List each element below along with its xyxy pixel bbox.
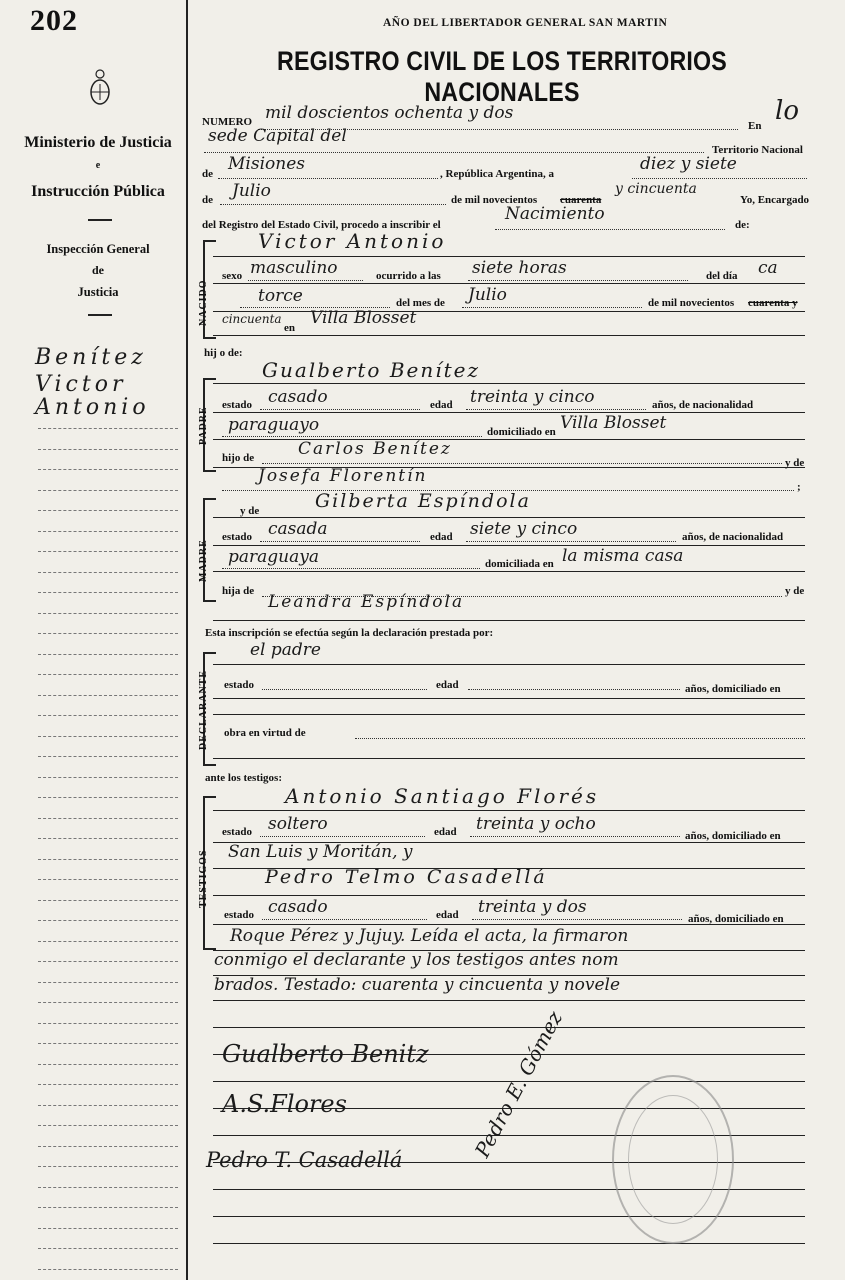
margin-rule <box>38 551 178 552</box>
rule <box>495 229 725 230</box>
rule <box>213 335 805 336</box>
signature-father: Gualberto Benitz <box>222 1040 429 1068</box>
madre-nacionalidad-label: años, de nacionalidad <box>682 531 784 543</box>
margin-rule <box>38 531 178 532</box>
rule <box>262 596 782 597</box>
margin-rule <box>38 1105 178 1106</box>
testigos-intro-label: ante los testigos: <box>205 772 282 784</box>
rule <box>213 571 805 572</box>
margin-rule <box>38 1146 178 1147</box>
nacido-name-value: Victor Antonio <box>258 229 447 253</box>
t2-estado-value: casado <box>268 897 328 917</box>
rule <box>213 895 805 896</box>
rule <box>213 664 805 665</box>
signature-rule <box>213 1000 805 1001</box>
signature-rule <box>213 1027 805 1028</box>
margin-rule <box>38 654 178 655</box>
rule <box>213 311 805 312</box>
de3-label: de: <box>735 219 750 231</box>
margin-rule <box>38 695 178 696</box>
margin-rule <box>38 572 178 573</box>
year-printed-struck: cuarenta <box>560 194 602 206</box>
padre-domicilio-label: domiciliado en <box>487 426 556 438</box>
declarante-section-label: DECLARANTE <box>198 669 209 750</box>
rule <box>260 409 420 410</box>
sexo-label: sexo <box>222 270 243 282</box>
padre-estado-label: estado <box>222 399 252 411</box>
declarante-name-value: el padre <box>250 640 321 660</box>
margin-rule <box>38 490 178 491</box>
numero-value: mil doscientos ochenta y dos <box>265 103 514 123</box>
madre-name-value: Gilberta Espíndola <box>315 490 531 512</box>
numero-label: NUMERO <box>202 116 253 128</box>
nacido-year-label: de mil novecientos <box>648 297 735 309</box>
document-title: REGISTRO CIVIL DE LOS TERRITORIOS NACIONALES <box>277 46 727 107</box>
margin-rule <box>38 1228 178 1229</box>
signature-witness-2: Pedro T. Casadellá <box>206 1148 403 1172</box>
margin-rule <box>38 449 178 450</box>
rule <box>213 256 805 257</box>
rule <box>218 178 438 179</box>
padre-semicolon: ; <box>797 481 801 493</box>
padre-section-label: PADRE <box>198 406 209 445</box>
padre-edad-value: treinta y cinco <box>470 387 595 407</box>
t2-estado-label: estado <box>224 909 254 921</box>
inspection-line-3: Justicia <box>77 285 119 299</box>
madre-madre-value: Leandra Espíndola <box>268 592 465 612</box>
rule <box>213 810 805 811</box>
official-stamp <box>612 1075 734 1244</box>
rule <box>220 204 446 205</box>
margin-rule <box>38 818 178 819</box>
rule <box>632 178 807 179</box>
margin-rule <box>38 1023 178 1024</box>
territorio-label: Territorio Nacional <box>712 144 803 156</box>
margin-rule <box>38 1269 178 1270</box>
republica-label: , República Argentina, a <box>440 168 554 180</box>
nacido-en-label: en <box>284 322 295 334</box>
padre-padre-value: Carlos Benítez <box>298 439 452 459</box>
nacido-year-value: cincuenta <box>222 312 282 326</box>
obra-label: obra en virtud de <box>224 727 306 739</box>
margin-rule <box>38 674 178 675</box>
declarante-edad-label: edad <box>436 679 459 691</box>
margin-given-name-2: Antonio <box>35 395 150 420</box>
rule <box>222 436 482 437</box>
rule <box>213 383 805 384</box>
de2-label: de <box>202 194 213 206</box>
rule <box>472 919 682 920</box>
padre-nacionalidad-label: años, de nacionalidad <box>652 399 754 411</box>
margin-rule <box>38 510 178 511</box>
madre-yde2-label: y de <box>785 585 805 597</box>
rule <box>213 758 805 759</box>
declarante-domicilio-label: años, domiciliado en <box>685 683 781 695</box>
t1-domicilio-label: años, domiciliado en <box>685 830 781 842</box>
margin-rule <box>38 920 178 921</box>
madre-edad-value: siete y cinco <box>470 519 578 539</box>
margin-rule <box>38 1187 178 1188</box>
t2-edad-value: treinta y dos <box>478 897 587 917</box>
rule <box>355 738 805 739</box>
lugar-value: Villa Blosset <box>310 308 417 328</box>
margin-rule <box>38 633 178 634</box>
closing-line-3: brados. Testado: cuarenta y cincuenta y novele <box>214 975 621 995</box>
margin-rule <box>38 1064 178 1065</box>
padre-madre-value: Josefa Florentín <box>258 466 428 486</box>
margin-rule <box>38 1043 178 1044</box>
rule <box>213 283 805 284</box>
t2-domicilio-value: Roque Pérez y Jujuy. Leída el acta, la firmaron <box>230 926 629 946</box>
closing-line-2: conmigo el declarante y los testigos antes nom <box>214 950 619 970</box>
margin-rule <box>38 797 178 798</box>
madre-section-label: MADRE <box>198 539 209 582</box>
rule <box>466 409 646 410</box>
margin-rule <box>38 961 178 962</box>
rule <box>262 689 427 690</box>
rule <box>213 620 805 621</box>
padre-hijo-label: hijo de <box>222 452 255 464</box>
rule <box>466 541 676 542</box>
margin-divider <box>186 0 188 1280</box>
declaracion-label: Esta inscripción se efectúa según la declaración prestada por: <box>205 627 494 639</box>
month-value: Julio <box>232 181 271 201</box>
margin-rule <box>38 469 178 470</box>
margin-rule <box>38 428 178 429</box>
margin-rule <box>38 1084 178 1085</box>
date-day-value: diez y siete <box>640 154 737 174</box>
t1-domicilio-value: San Luis y Moritán, y <box>228 842 413 862</box>
madre-hija-label: hija de <box>222 585 255 597</box>
dia-prefix: ca <box>758 258 778 278</box>
divider-bar <box>88 219 112 221</box>
margin-rule <box>38 1248 178 1249</box>
rule <box>213 924 805 925</box>
dia-label: del día <box>706 270 738 282</box>
padre-yde-label: y de <box>785 457 805 469</box>
rule <box>248 280 363 281</box>
madre-edad-label: edad <box>430 531 453 543</box>
declarante-estado-label: estado <box>224 679 254 691</box>
margin-rule <box>38 756 178 757</box>
margin-rule <box>38 777 178 778</box>
encargado-label: Yo, Encargado <box>740 194 810 206</box>
sexo-value: masculino <box>250 258 338 278</box>
divider-bar <box>88 314 112 316</box>
t1-edad-value: treinta y ocho <box>476 814 596 834</box>
testigo2-name: Pedro Telmo Casadellá <box>265 866 548 888</box>
en-value: lo <box>775 96 799 126</box>
year-motto: AÑO DEL LIBERTADOR GENERAL SAN MARTIN <box>383 17 668 29</box>
madre-nacionalidad-value: paraguaya <box>228 547 319 567</box>
nacido-section-label: NACIDO <box>198 279 209 326</box>
hijo-label: hij o de: <box>204 347 243 359</box>
rule <box>213 714 805 715</box>
madre-estado-label: estado <box>222 531 252 543</box>
margin-rule <box>38 879 178 880</box>
signature-rule <box>213 1243 805 1244</box>
padre-nacionalidad-value: paraguayo <box>228 415 320 435</box>
margin-rule <box>38 859 178 860</box>
margin-rule <box>38 1002 178 1003</box>
nacido-year-struck: cuarenta y <box>748 297 798 309</box>
de-label: de <box>202 168 213 180</box>
rule <box>468 280 688 281</box>
registro-label: del Registro del Estado Civil, procedo a inscribir el <box>202 219 441 231</box>
madre-domicilio-label: domiciliada en <box>485 558 554 570</box>
t2-domicilio-label: años, domiciliado en <box>688 913 784 925</box>
ministry-line-3: Instrucción Pública <box>31 183 165 200</box>
rule <box>262 919 427 920</box>
rule <box>262 463 782 464</box>
margin-rule <box>38 838 178 839</box>
madre-estado-value: casada <box>268 519 328 539</box>
signature-witness-1: A.S.Flores <box>222 1090 347 1118</box>
signature-official: Pedro E. Gómez <box>470 1007 568 1162</box>
territorio-value: Misiones <box>228 154 305 174</box>
margin-rule <box>38 613 178 614</box>
testigos-section-label: TESTIGOS <box>198 849 209 908</box>
padre-estado-value: casado <box>268 387 328 407</box>
margin-rule <box>38 900 178 901</box>
margin-rule <box>38 982 178 983</box>
margin-rule <box>38 592 178 593</box>
rule <box>213 698 805 699</box>
padre-edad-label: edad <box>430 399 453 411</box>
dia-value: torce <box>258 286 303 306</box>
rule <box>213 412 805 413</box>
mes-label: del mes de <box>396 297 445 309</box>
t2-edad-label: edad <box>436 909 459 921</box>
margin-rule <box>38 1125 178 1126</box>
rule <box>222 568 480 569</box>
margin-given-name-1: Victor <box>35 372 127 397</box>
rule <box>213 545 805 546</box>
inspection-line-1: Inspección General <box>46 242 150 256</box>
margin-rule <box>38 715 178 716</box>
coat-of-arms-seal <box>88 68 112 108</box>
ministry-line-2: e <box>95 160 101 171</box>
margin-rule <box>38 1207 178 1208</box>
margin-rule <box>38 736 178 737</box>
rule <box>468 689 680 690</box>
padre-name-value: Gualberto Benítez <box>262 358 481 382</box>
rule <box>470 836 680 837</box>
hora-value: siete horas <box>472 258 567 278</box>
margin-rule <box>38 941 178 942</box>
margin-surname: Benítez <box>35 345 147 370</box>
rule <box>462 307 642 308</box>
capital-value: sede Capital del <box>208 126 347 146</box>
madre-yde-label: y de <box>240 505 260 517</box>
t1-edad-label: edad <box>434 826 457 838</box>
ocurrido-label: ocurrido a las <box>376 270 441 282</box>
act-type-value: Nacimiento <box>505 204 605 224</box>
inspection-line-2: de <box>92 263 104 277</box>
rule <box>260 541 420 542</box>
mes-value: Julio <box>468 285 507 305</box>
rule <box>260 836 425 837</box>
page-number: 202 <box>30 4 78 37</box>
rule <box>204 152 704 153</box>
madre-domicilio-value: la misma casa <box>562 546 684 566</box>
margin-rule <box>38 1166 178 1167</box>
t1-estado-value: soltero <box>268 814 328 834</box>
year-value: y cincuenta <box>615 181 697 197</box>
rule <box>213 517 805 518</box>
en-label: En <box>748 120 762 132</box>
t1-estado-label: estado <box>222 826 252 838</box>
padre-domicilio-value: Villa Blosset <box>560 413 667 433</box>
testigo1-name: Antonio Santiago Florés <box>285 784 600 808</box>
ministry-line-1: Ministerio de Justicia <box>24 134 172 151</box>
year-label: de mil novecientos <box>451 194 538 206</box>
